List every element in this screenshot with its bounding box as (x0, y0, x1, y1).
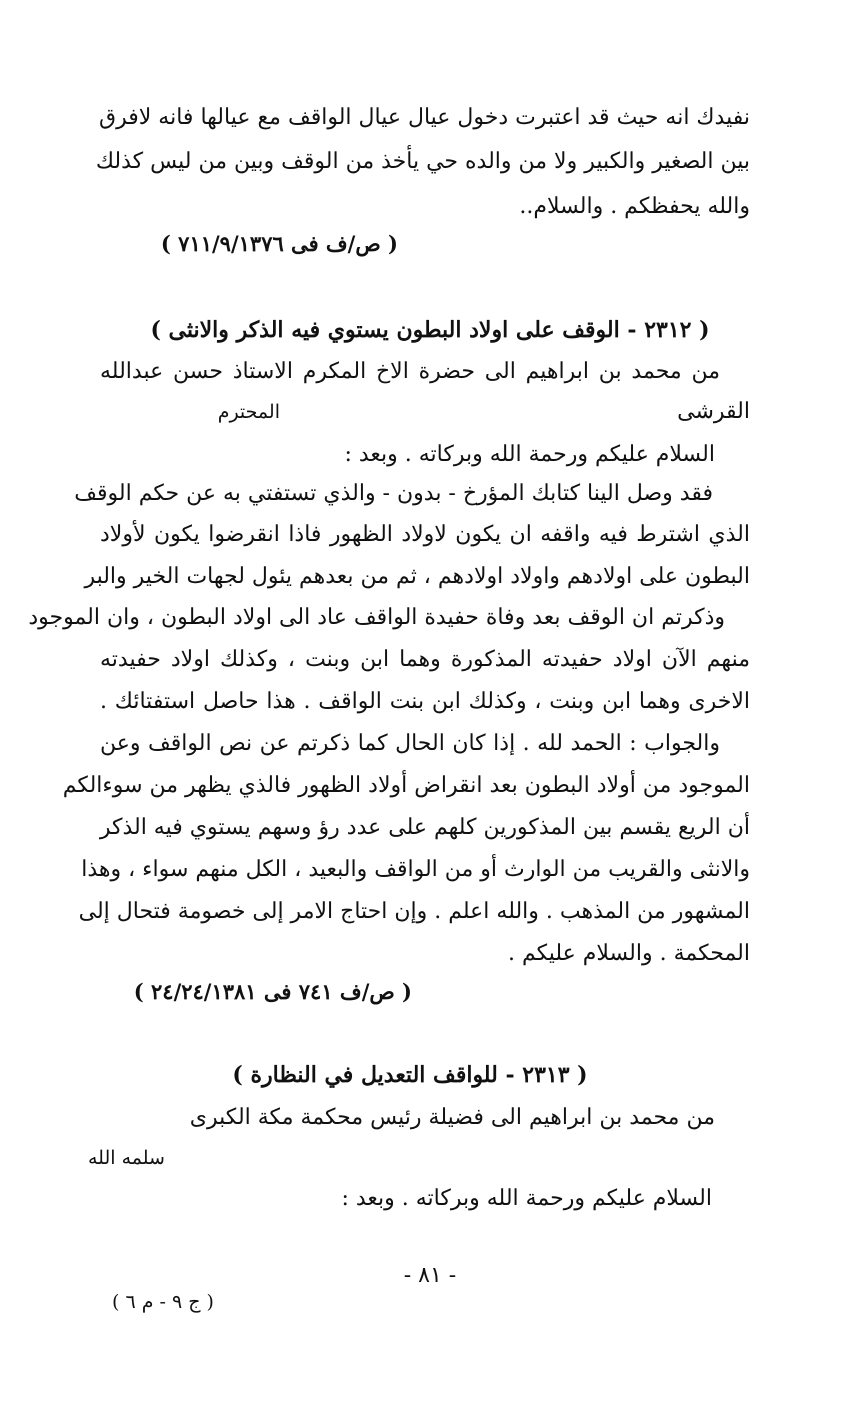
section-2312-name: القرشى (677, 399, 750, 424)
section-2313-from-line: من محمد بن ابراهيم الى فضيلة رئيس محكمة مكة الكبرى (189, 1105, 715, 1130)
answer-line-2: الموجود من أولاد البطون بعد انقراض أولاد الظهور فالذي يظهر من سوءالكم (62, 773, 750, 798)
section-2312-from-line: من محمد بن ابراهيم الى حضرة الاخ المكرم الاستاذ حسن عبدالله (100, 359, 720, 384)
answer-line-1: والجواب : الحمد لله . إذا كان الحال كما ذكرتم عن نص الواقف وعن (100, 731, 720, 756)
intro-line-3: والله يحفظكم . والسلام.. (519, 194, 750, 219)
answer-line-6: المحكمة . والسلام عليكم . (507, 941, 750, 966)
question-line-3: البطون على اولادهم واولاد اولادهم ، ثم من بعدهم يئول لجهات الخير والبر (84, 564, 750, 589)
section-2313-heading: ( ٢٣١٣ - للواقف التعديل في النظارة ) (232, 1062, 588, 1088)
intro-line-1: نفيدك انه حيث قد اعتبرت دخول عيال عيال الواقف مع عيالها فانه لافرق (99, 105, 750, 130)
question-line-5: منهم الآن اولاد حفيدته المذكورة وهما ابن وبنت ، وكذلك اولاد حفيدته (100, 647, 750, 672)
section-2313-greeting: السلام عليكم ورحمة الله وبركاته . وبعد : (341, 1186, 712, 1211)
answer-line-3: أن الريع يقسم بين المذكورين كلهم على عدد رؤ وسهم يستوي فيه الذكر (99, 815, 750, 840)
intro-line-2: بين الصغير والكبير ولا من والده حي يأخذ من الوقف وبين من ليس كذلك (95, 149, 750, 174)
section-2312-greeting: السلام عليكم ورحمة الله وبركاته . وبعد : (344, 442, 715, 467)
question-line-4: وذكرتم ان الوقف بعد وفاة حفيدة الواقف عاد الى اولاد البطون ، وان الموجود (28, 605, 725, 630)
signature-mark: ( ج ٩ - م ٦ ) (112, 1291, 214, 1313)
section-2313-salutation: سلمه الله (88, 1147, 165, 1169)
answer-line-4: والانثى والقريب من الوارث أو من الواقف والبعيد ، الكل منهم سواء ، وهذا (81, 857, 750, 882)
intro-reference: ( ص/ف فى ٧١١/٩/١٣٧٦ ) (160, 231, 398, 256)
section-2312-heading: ( ٢٣١٢ - الوقف على اولاد البطون يستوي فيه الذكر والانثى ) (150, 317, 710, 343)
question-line-1: فقد وصل الينا كتابك المؤرخ - بدون - والذي تستفتي به عن حكم الوقف (74, 481, 713, 506)
page-number: - ٨١ - (403, 1263, 457, 1288)
section-2312-honorific: المحترم (217, 401, 280, 423)
section-2312-reference: ( ص/ف ٧٤١ فى ٢٤/٢٤/١٣٨١ ) (133, 979, 412, 1004)
answer-line-5: المشهور من المذهب . والله اعلم . وإن احتاج الامر إلى خصومة فتحال إلى (78, 899, 750, 924)
question-line-6: الاخرى وهما ابن وبنت ، وكذلك ابن بنت الواقف . هذا حاصل استفتائك . (100, 689, 750, 714)
question-line-2: الذي اشترط فيه واقفه ان يكون لاولاد الظهور فاذا انقرضوا يكون لأولاد (100, 522, 750, 547)
